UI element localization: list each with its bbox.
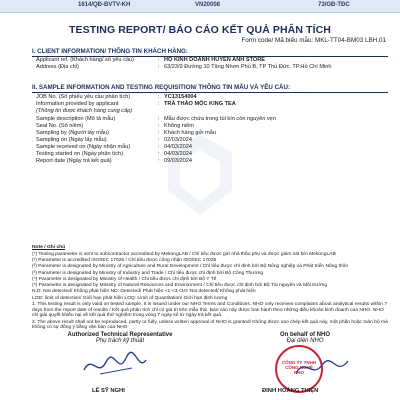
note-line: (²) Parameter is designated by Ministry of Agriculture and Rural Development / Chỉ tiêu được chỉ định bởi Bộ Nông nghiệp và Phát triển Nông thôn bbox=[32, 264, 349, 270]
signature-subheading: Đại diện NHO bbox=[286, 338, 324, 344]
field-value: HỘ KINH DOANH HUYỀN ANH STORE bbox=[164, 57, 266, 63]
field-value: Mẫu được chứa trong túi kín còn nguyên vẹn bbox=[164, 116, 276, 122]
field-value: Không niêm bbox=[164, 123, 194, 129]
notes-title: Note / Ghi chú bbox=[32, 245, 66, 250]
sample-section-heading: II. SAMPLE INFORMATION AND TESTING REQUISITION/ THÔNG TIN MẪU VÀ YÊU CẦU: bbox=[32, 84, 388, 93]
note-line: (⁵) Parameter is designated by Ministry of Natural Resources and Environment / Chỉ tiêu được chỉ định bởi Bộ Tài nguyên và Môi trường bbox=[32, 283, 328, 289]
field-label: Seal No. (Số niêm) bbox=[36, 123, 84, 129]
nho-signer-name: ĐINH HOÀNG THIỆN bbox=[262, 388, 319, 394]
field-value: YC13154004 bbox=[164, 94, 197, 100]
field-label: Sample received on (Ngày nhận mẫu) bbox=[36, 144, 131, 150]
signature-heading: Authorized Technical Representative bbox=[67, 332, 173, 338]
accreditation-code: 73/GĐ-TĐC bbox=[318, 2, 350, 8]
technical-signer-name: LÊ SỸ NGHI bbox=[92, 388, 125, 394]
field-label: Report date (Ngày trả kết quả) bbox=[36, 158, 112, 164]
field-value: 02/03/2024 bbox=[164, 137, 192, 143]
note-line: N.D: Not detected/ Không phát hiện ND: Detected/ Phát hiện <1;<3;<10: Not detected/ Không phát hiện bbox=[32, 289, 256, 295]
note-line: 2. The above result shall not be reproduced, partly or fully, unless written approval of NHO is granted/ Không được sao chép kết quả này, một phần hoặc toàn bộ mà không có sự đồng ý bằng văn bản của NHO bbox=[32, 319, 388, 331]
note-line: (³) Parameter is designated by Ministry of Industry and Trade / Chỉ tiêu được chỉ định bởi Bộ Công Thương bbox=[32, 270, 264, 276]
technical-signature-block bbox=[50, 332, 190, 344]
field-label: Testing started on (Ngày phân tích) bbox=[36, 151, 124, 157]
note-line: 1. This testing result is only valid on tested sample. It is issued under our NHO Terms and Conditions. NHO only receives complaints about analytical results within 7 days from the report date of results / Kết quả phân tích chỉ có giá trị trên mẫu thử. Báo cáo này được ban hành theo những điều khoản kinh doanh của NHO. NHO chỉ giải quyết khiếu nại về kết quả thử nghiệm trong vòng 7 ngày kể từ ngày trả kết quả. bbox=[32, 302, 388, 319]
note-line: (⁴) Parameter is designated by Ministry of Health / Chỉ tiêu được chỉ định bởi Bộ Y Tế bbox=[32, 276, 217, 282]
field-label: Applicant ref. (Khách hàng/ số yêu cầu) bbox=[36, 57, 134, 63]
note-line: LOD: limit of detection/ Giới hạn phát hiện LOQ: Limit of Quantitation/ Giới hạn định lượng bbox=[32, 295, 228, 301]
field-label: Sample description (Mô tả mẫu) bbox=[36, 116, 116, 122]
note-line: (*) Testing parameter is sent to subcontractor accredited by MekongLAB / Chỉ tiêu được gửi nhà thầu phụ và được giám sát bởi MekongLAB bbox=[32, 251, 336, 257]
note-line: (¹) Parameter is accredited ISO/IEC 17025 / Chỉ tiêu được công nhận ISO/IEC 17025 bbox=[32, 258, 217, 263]
field-value: 09/03/2024 bbox=[164, 158, 192, 164]
client-section-heading: I. CLIENT INFORMATION/ THÔNG TIN KHÁCH HÀNG: bbox=[32, 48, 388, 57]
nho-signature-block bbox=[235, 332, 375, 344]
field-label: JOB No. (Số phiếu yêu cầu phân tích) bbox=[36, 94, 131, 100]
stamp-text: CÔNG TY TNHH CÔNG NGHỆ NHO bbox=[281, 360, 317, 375]
field-label: Address (Địa chỉ) bbox=[36, 64, 79, 70]
signature-scribble-icon bbox=[292, 355, 352, 381]
accreditation-code: 1614/QĐ-BVTV-KH bbox=[78, 2, 131, 8]
field-value: Khách hàng gửi mẫu bbox=[164, 130, 216, 136]
report-title: TESTING REPORT/ BÁO CÁO KẾT QUẢ PHÂN TÍCH bbox=[69, 24, 331, 36]
accreditation-header bbox=[0, 0, 400, 13]
field-label: Sampling by (Người lấy mẫu) bbox=[36, 130, 110, 136]
field-value: TRÀ THẢO MỘC KING TEA bbox=[164, 101, 236, 107]
field-label: (Thông tin được khách hàng cung cấp) bbox=[36, 108, 133, 114]
notes-block bbox=[32, 245, 388, 332]
field-value: 04/03/2024 bbox=[164, 151, 192, 157]
field-value: 04/03/2024 bbox=[164, 144, 192, 150]
accreditation-code: VN20008 bbox=[195, 2, 221, 8]
field-label: Sampling on (Ngày lấy mẫu) bbox=[36, 137, 107, 143]
field-value: 63/23/9 Đường 10 Tăng Nhơn Phú B, TP Thủ Đức. TP.Hồ Chí Minh bbox=[164, 64, 332, 70]
field-label: Information provided by applicant bbox=[36, 101, 119, 107]
signature-scribble-icon bbox=[80, 350, 150, 380]
signature-heading: On behalf of NHO bbox=[280, 332, 330, 338]
signature-subheading: Phụ trách kỹ thuật bbox=[95, 338, 145, 344]
form-code: Form code/ Mã biểu mẫu: MKL-TT04-BM03 LBH.01 bbox=[241, 37, 386, 44]
